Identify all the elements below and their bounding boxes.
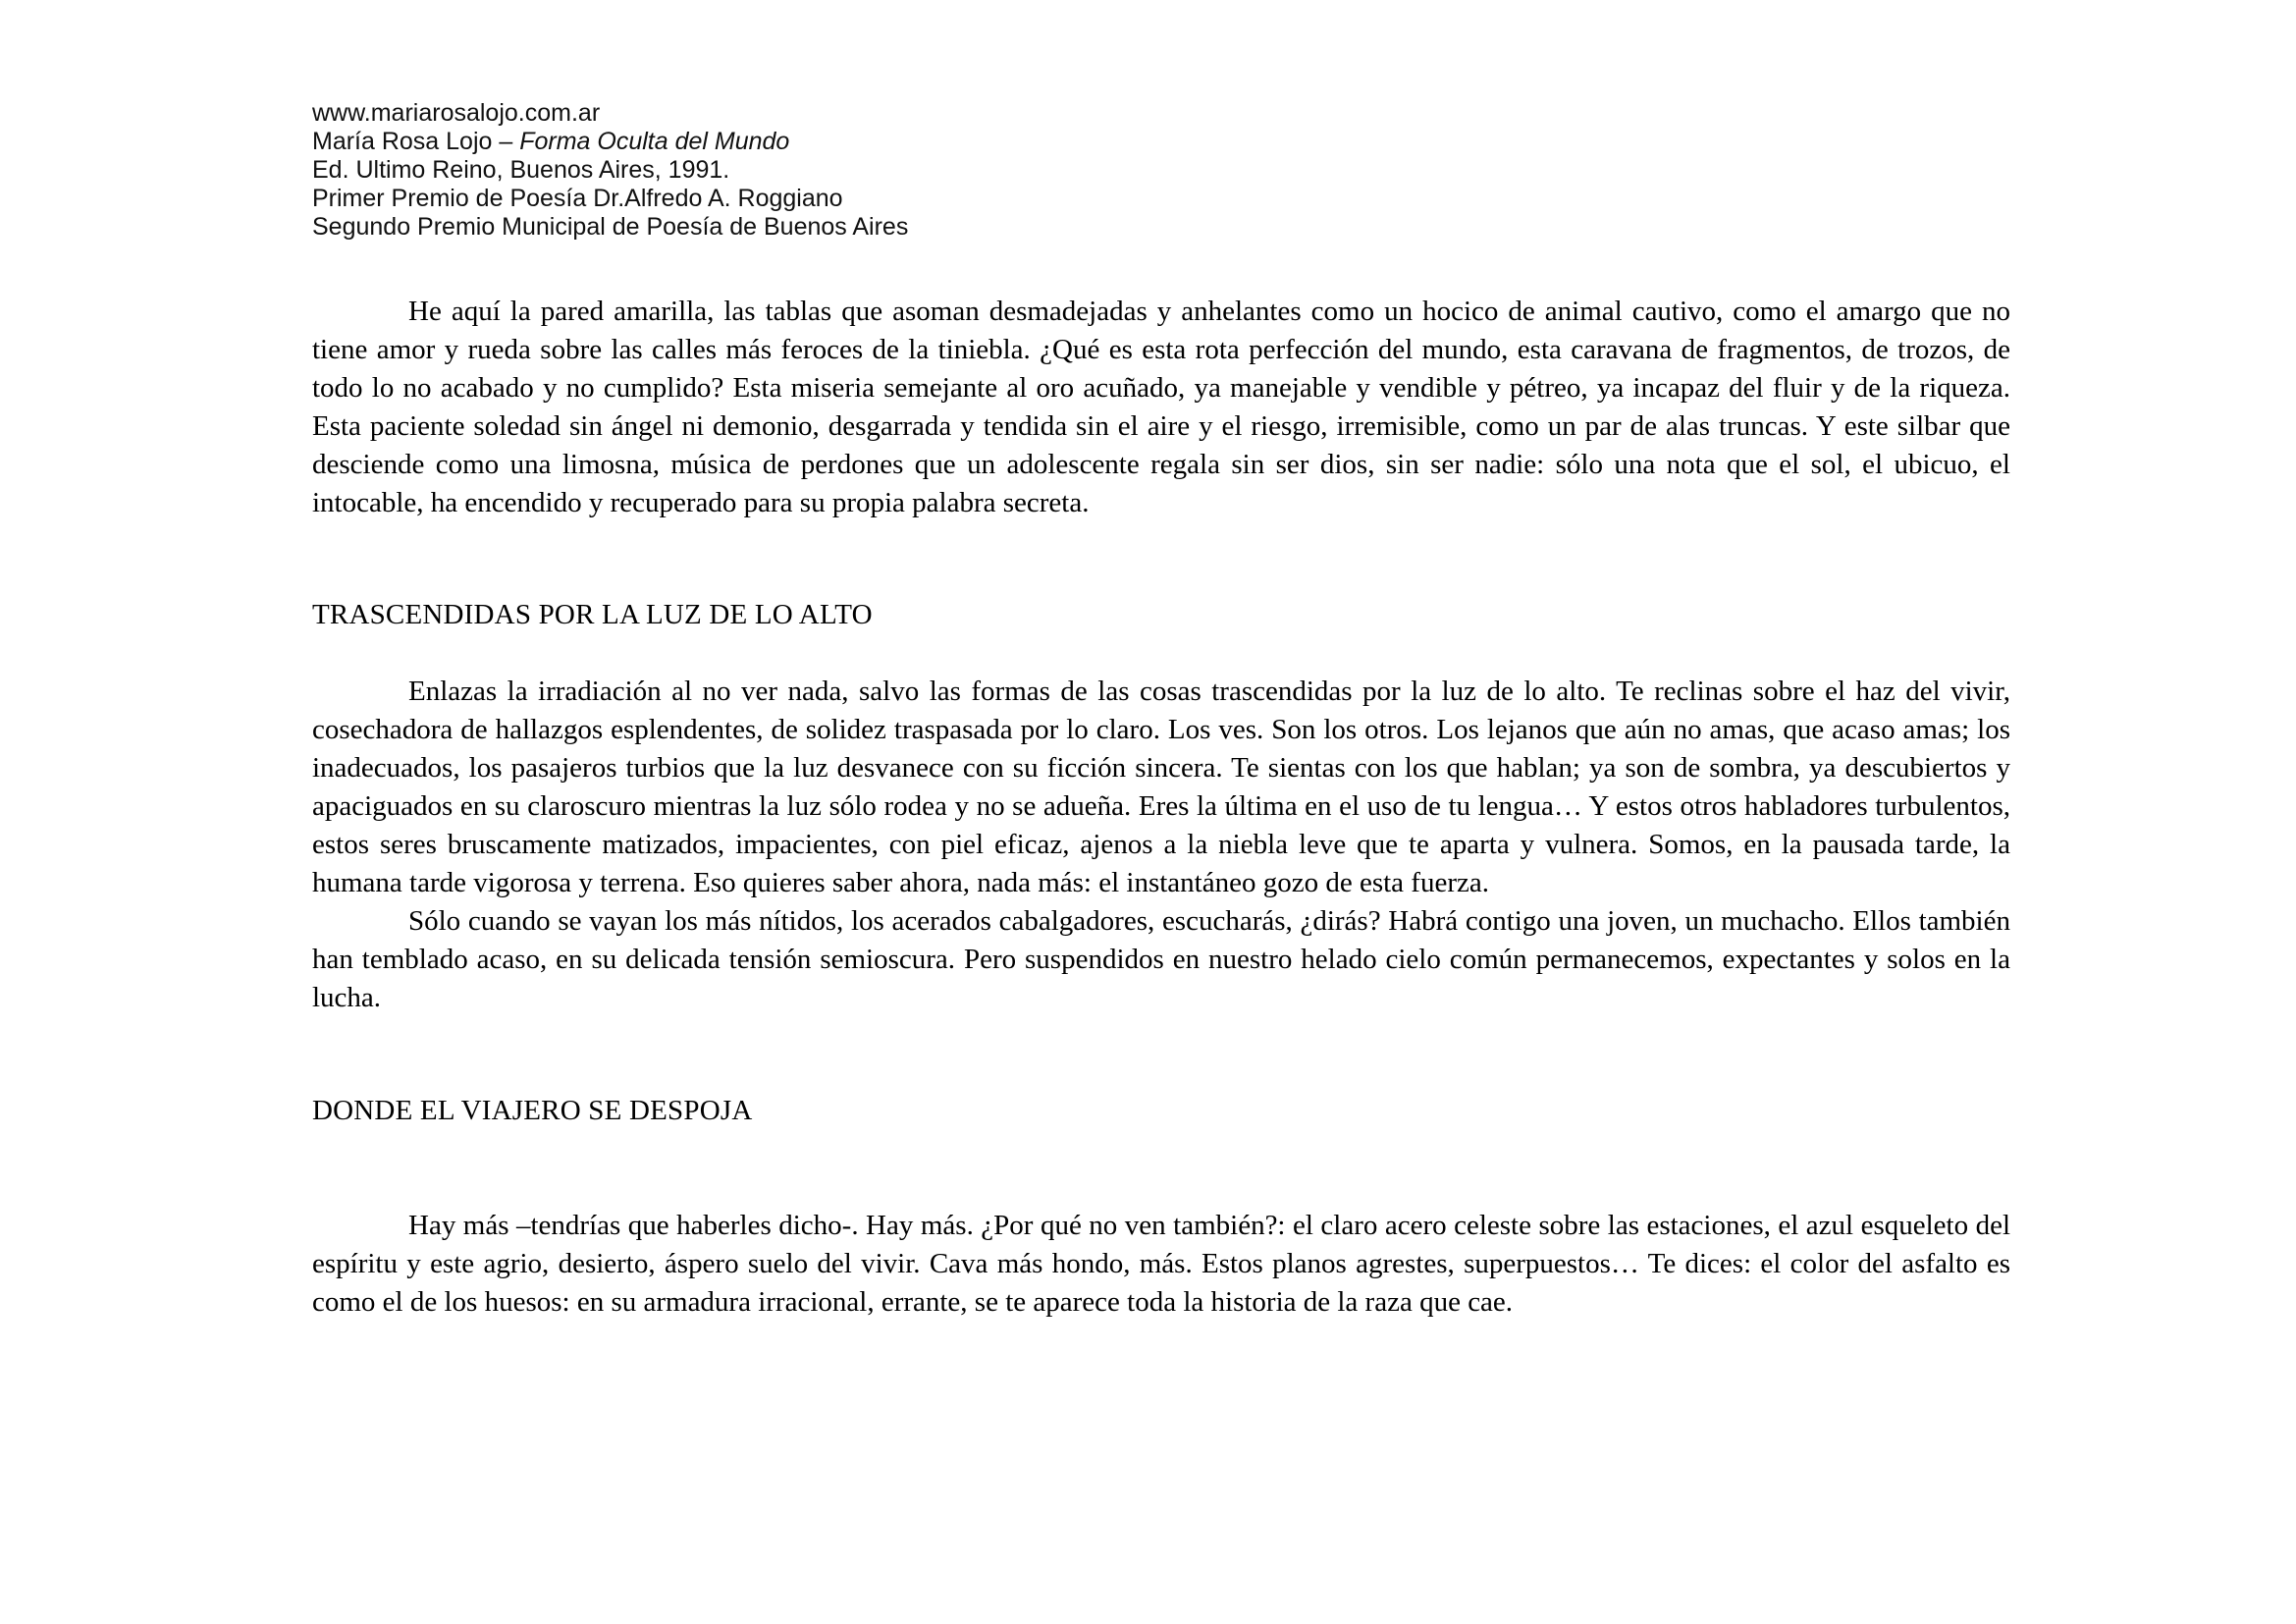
website-url: www.mariarosalojo.com.ar	[312, 99, 601, 127]
section2-paragraph-1: Hay más –tendrías que haberles dicho-. Hay más. ¿Por qué no ven también?: el claro acero celeste sobre las estaciones, el azul esqueleto del espíritu y este agrio, desierto, áspero suelo del vivir. Cava más hondo, más. Estos planos agrestes, superpuestos… Te dices: el color del asfalto es como el de los huesos: en su armadura irracional, errante, se te aparece toda la historia de la raza que cae.	[312, 1210, 2010, 1318]
document-body	[312, 293, 2010, 1322]
award-line-1: Primer Premio de Poesía Dr.Alfredo A. Roggiano	[312, 185, 843, 212]
section1-paragraph-1: Enlazas la irradiación al no ver nada, salvo las formas de las cosas trascendidas por la luz de lo alto. Te reclinas sobre el haz del vivir, cosechadora de hallazgos esplendentes, de solidez traspasada por lo claro. Los ves. Son los otros. Los lejanos que aún no amas, que acaso amas; los inadecuados, los pasajeros turbios que la luz desvanece con su ficción sincera. Te sientas con los que hablan; ya son de sombra, ya descubiertos y apaciguados en su claroscuro mientras la luz sólo rodea y no se adueña. Eres la última en el uso de tu lengua… Y estos otros habladores turbulentos, estos seres bruscamente matizados, impacientes, con piel eficaz, ajenos a la niebla leve que te aparta y vulnera. Somos, en la pausada tarde, la humana tarde vigorosa y terrena. Eso quieres saber ahora, nada más: el instantáneo gozo de esta fuerza.	[312, 676, 2010, 898]
section1-paragraph-2: Sólo cuando se vayan los más nítidos, los acerados cabalgadores, escucharás, ¿dirás? Habrá contigo una joven, un muchacho. Ellos también han temblado acaso, en su delicada tensión semioscura. Pero suspendidos en nuestro helado cielo común permanecemos, expectantes y solos en la lucha.	[312, 905, 2010, 1013]
publisher-line: Ed. Ultimo Reino, Buenos Aires, 1991.	[312, 156, 730, 184]
intro-paragraph: He aquí la pared amarilla, las tablas que asoman desmadejadas y anhelantes como un hocico de animal cautivo, como el amargo que no tiene amor y rueda sobre las calles más feroces de la tiniebla. ¿Qué es esta rota perfección del mundo, esta caravana de fragmentos, de trozos, de todo lo no acabado y no cumplido? Esta miseria semejante al oro acuñado, ya manejable y vendible y pétreo, ya incapaz del fluir y de la riqueza. Esta paciente soledad sin ángel ni demonio, desgarrada y tendida sin el aire y el riesgo, irremisible, como un par de alas truncas. Y este silbar que desciende como una limosna, música de perdones que un adolescente regala sin ser dios, sin ser nadie: sólo una nota que el sol, el ubicuo, el intocable, ha encendido y recuperado para su propia palabra secreta.	[312, 296, 2010, 518]
section-heading-1: TRASCENDIDAS POR LA LUZ DE LO ALTO	[312, 599, 873, 630]
author-book-line	[312, 128, 2020, 156]
award-line-2: Segundo Premio Municipal de Poesía de Buenos Aires	[312, 213, 909, 241]
section-heading-2: DONDE EL VIAJERO SE DESPOJA	[312, 1095, 753, 1126]
document-header	[312, 99, 2020, 242]
book-title: Forma Oculta del Mundo	[519, 128, 790, 155]
author-name: María Rosa Lojo –	[312, 128, 520, 155]
